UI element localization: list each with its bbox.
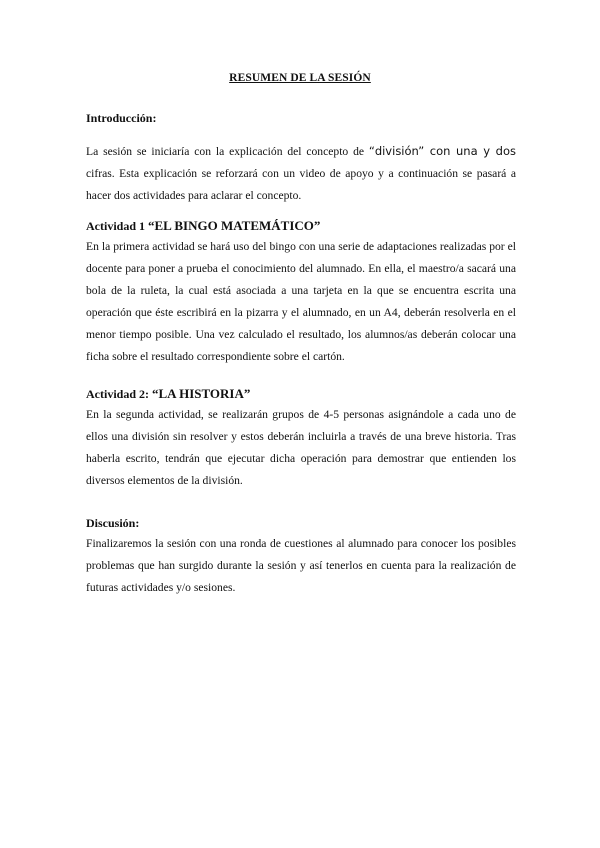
introduction-text-highlight: “división” con una y dos bbox=[368, 144, 516, 158]
activity-2-heading-title: “LA HISTORIA” bbox=[152, 386, 251, 401]
document-title: RESUMEN DE LA SESIÓN bbox=[229, 72, 371, 84]
section-activity-1 bbox=[86, 218, 516, 368]
introduction-text-start: La sesión se iniciaría con la explicación del concepto de bbox=[86, 145, 369, 158]
activity-1-heading bbox=[86, 218, 516, 234]
introduction-text bbox=[86, 140, 516, 207]
activity-2-heading-prefix: Actividad 2: bbox=[86, 387, 152, 401]
introduction-text-end: cifras. Esta explicación se reforzará con un video de apoyo y a continuación se pasará a hacer dos actividades para aclarar el concepto. bbox=[86, 167, 516, 202]
section-discussion bbox=[86, 515, 516, 599]
activity-1-heading-prefix: Actividad 1 bbox=[86, 219, 149, 233]
activity-1-text: En la primera actividad se hará uso del bingo con una serie de adaptaciones realizadas por el docente para poner a prueba el conocimiento del alumnado. En ella, el maestro/a sacará una bola de la ruleta, la cual está asociada a una tarjeta en la que se encuentra escrita una operación que éste escribirá en la pizarra y el alumnado, en un A4, deberán resolverla en el menor tiempo posible. Una vez calculado el resultado, los alumnos/as deberán colocar una ficha sobre el resultado correspondiente sobre el cartón. bbox=[86, 240, 516, 363]
section-activity-2 bbox=[86, 386, 516, 492]
introduction-heading: Introducción: bbox=[86, 111, 157, 125]
activity-2-text: En la segunda actividad, se realizarán grupos de 4-5 personas asignándole a cada uno de ellos una división sin resolver y estos deberán incluirla a través de una breve historia. Tras haberla escrito, tendrán que ejecutar dicha operación para demostrar que entienden los diversos elementos de la división. bbox=[86, 408, 516, 487]
activity-1-heading-title: “EL BINGO MATEMÁTICO” bbox=[148, 218, 321, 233]
discussion-text: Finalizaremos la sesión con una ronda de cuestiones al alumnado para conocer los posibles problemas que han surgido durante la sesión y así tenerlos en cuenta para la realización de futuras actividades y/o sesiones. bbox=[86, 537, 516, 594]
section-introduction bbox=[86, 110, 516, 207]
activity-2-heading bbox=[86, 386, 516, 402]
discussion-heading: Discusión: bbox=[86, 516, 140, 530]
